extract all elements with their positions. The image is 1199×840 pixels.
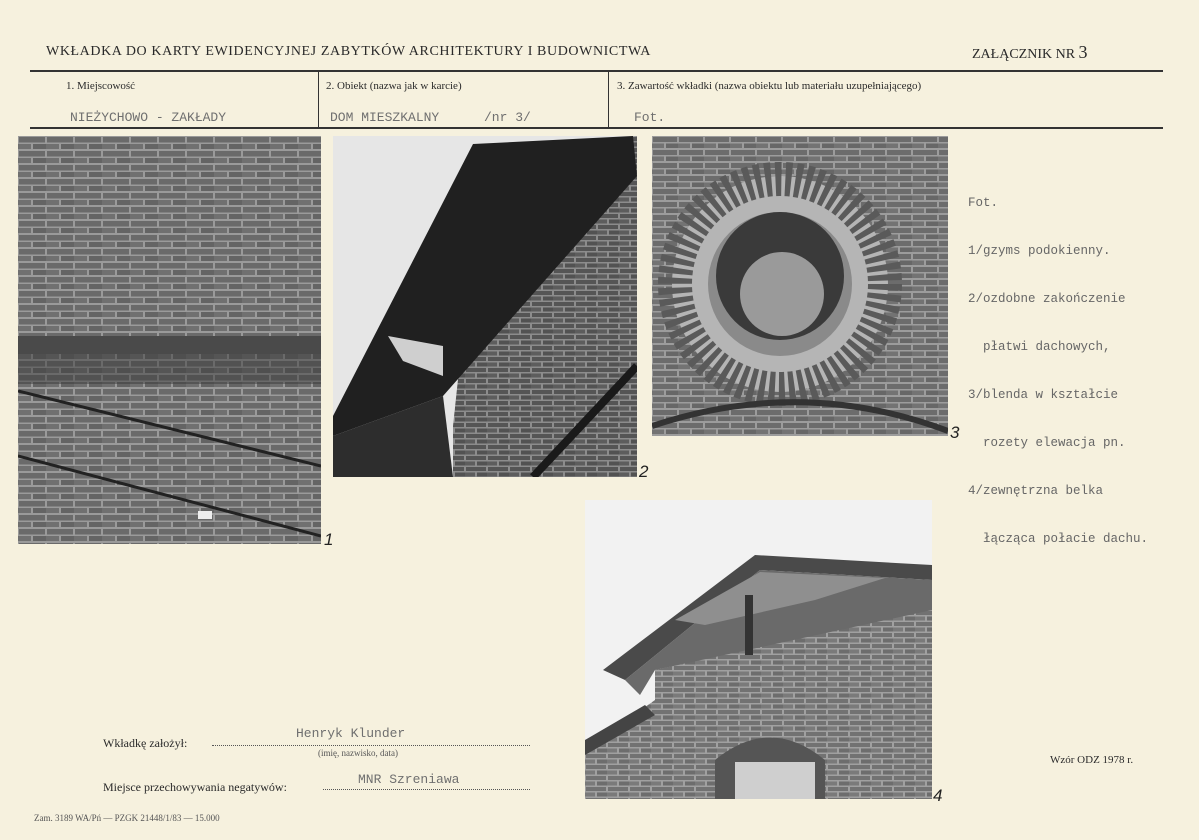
contents-value: Fot. (634, 110, 666, 125)
contents-label: 3. Zawartość wkładki (nazwa obiektu lub materiału uzupełniającego) (617, 80, 922, 92)
photo-3 (652, 136, 948, 436)
locality-value: NIEŻYCHOWO - ZAKŁADY (70, 110, 227, 125)
author-hint: (imię, nazwisko, data) (318, 748, 398, 758)
notes-line: płatwi dachowych, (968, 340, 1111, 354)
object-value: DOM MIESZKALNY (330, 110, 440, 125)
photo-2 (333, 136, 637, 477)
form-model: Wzór ODZ 1978 r. (1050, 754, 1134, 766)
photo-2-number: 2 (639, 462, 649, 481)
form-title: WKŁADKA DO KARTY EWIDENCYJNEJ ZABYTKÓW ARCHITEKTURY I BUDOWNICTWA (46, 44, 651, 59)
author-value: Henryk Klunder (296, 726, 406, 741)
annex-number: 3 (1078, 42, 1088, 62)
notes-line: 1/gzyms podokienny. (968, 244, 1111, 258)
photo-4 (585, 500, 932, 799)
object-number: /nr 3/ (484, 110, 531, 125)
notes-heading: Fot. (968, 196, 999, 210)
notes-line: łącząca połacie dachu. (968, 532, 1149, 546)
author-line (212, 745, 530, 746)
storage-value: MNR Szreniawa (358, 772, 460, 787)
notes-line: 2/ozdobne zakończenie (968, 292, 1126, 306)
photo-1-number: 1 (324, 530, 334, 549)
photo-3-number: 3 (950, 423, 960, 442)
annex-label (972, 42, 1088, 63)
notes-line: 4/zewnętrzna belka (968, 484, 1104, 498)
print-info: Zam. 3189 WA/Pń — PZGK 21448/1/83 — 15.000 (34, 813, 220, 823)
notes-line: 3/blenda w kształcie (968, 388, 1119, 402)
header-rule-bottom (30, 127, 1163, 129)
object-label: 2. Obiekt (nazwa jak w karcie) (326, 80, 462, 92)
photo-notes (968, 163, 1148, 563)
header-rule-top (30, 70, 1163, 72)
field-divider-1 (318, 72, 319, 128)
annex-label-text: ZAŁĄCZNIK NR (972, 47, 1076, 62)
storage-line (323, 789, 530, 790)
photo-4-number: 4 (933, 786, 943, 805)
photo-1 (18, 136, 321, 544)
notes-line: rozety elewacja pn. (968, 436, 1126, 450)
field-divider-2 (608, 72, 609, 128)
author-label: Wkładkę założył: (103, 736, 188, 750)
storage-label: Miejsce przechowywania negatywów: (103, 780, 287, 794)
locality-label: 1. Miejscowość (66, 80, 136, 92)
